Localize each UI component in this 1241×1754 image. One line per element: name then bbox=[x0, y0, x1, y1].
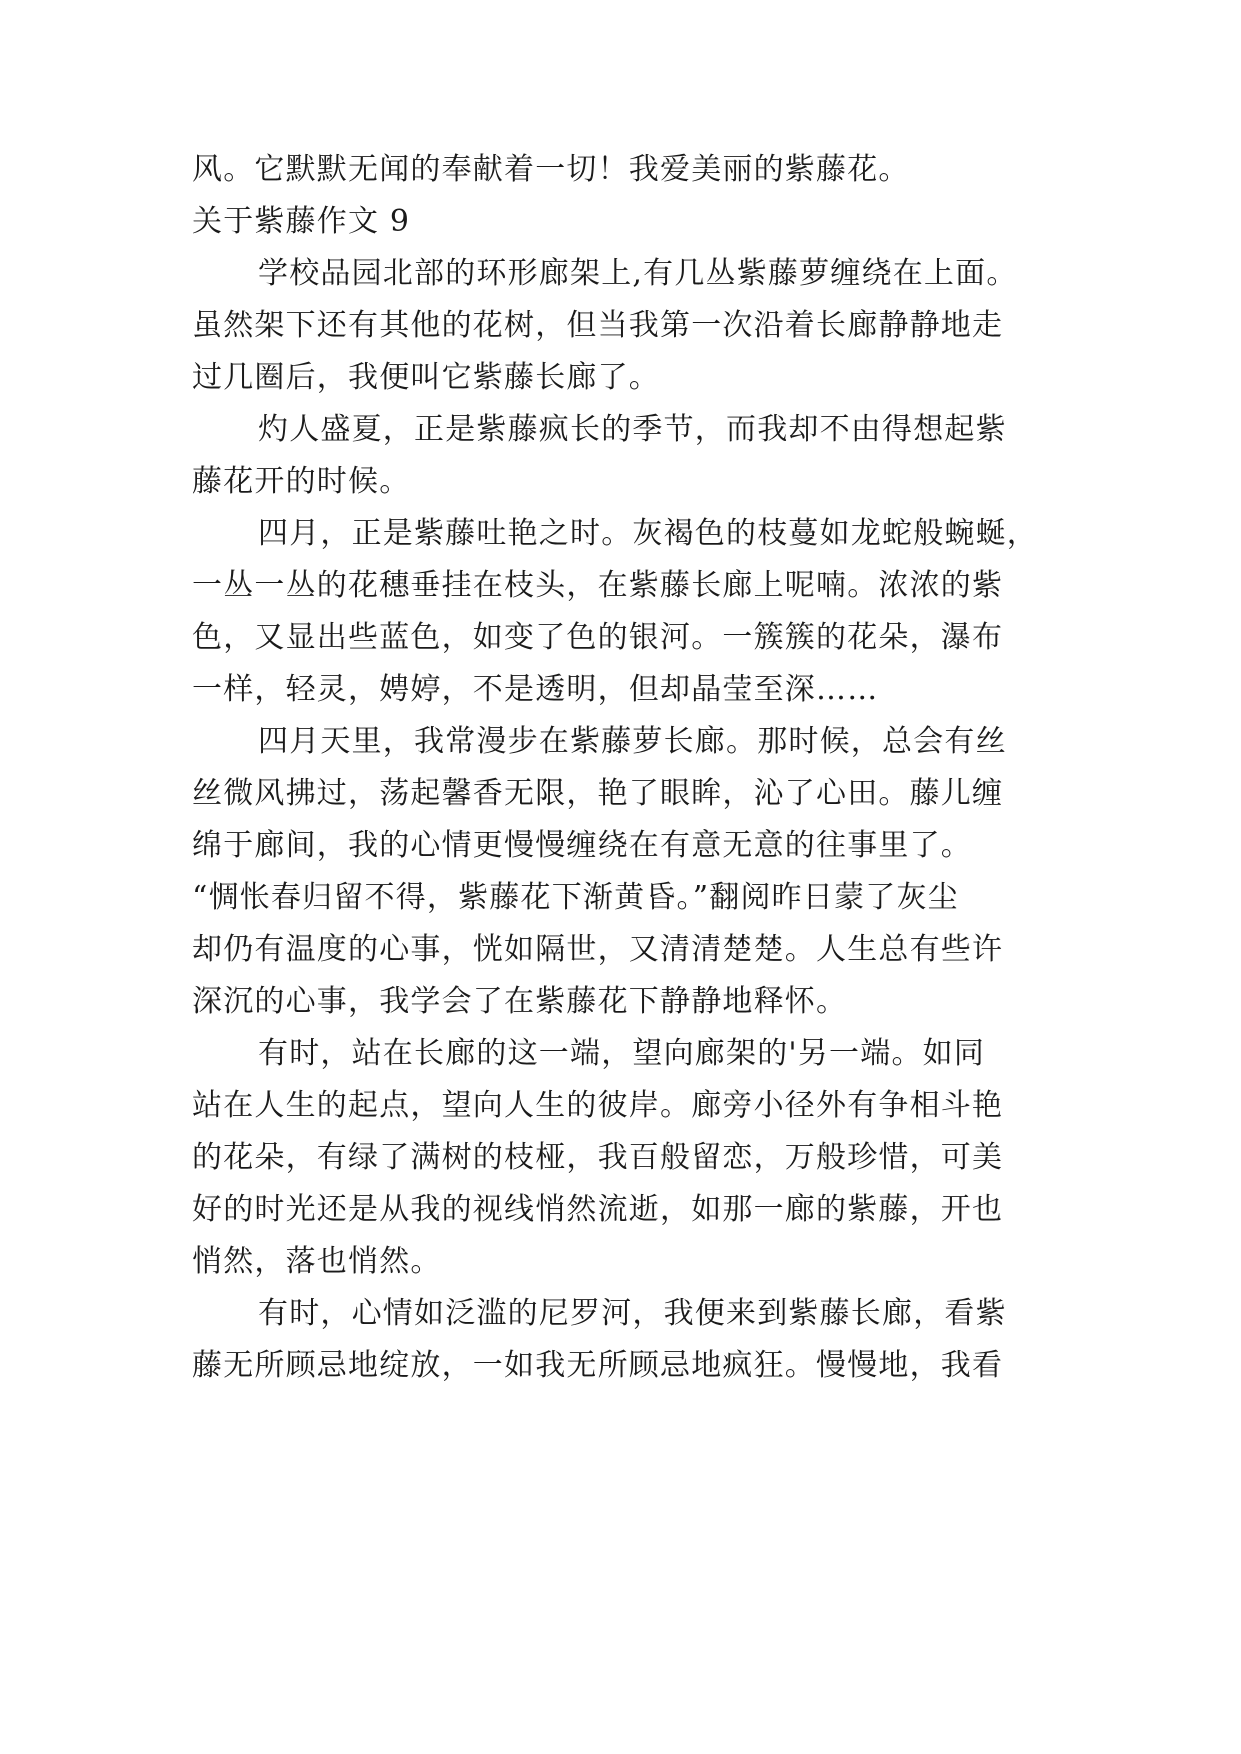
text-line: 却仍有温度的心事，恍如隔世，又清清楚楚。人生总有些许 bbox=[192, 932, 1004, 967]
text-line: 藤花开的时候。 bbox=[192, 464, 411, 499]
text-line: 色，又显出些蓝色，如变了色的银河。一簇簇的花朵，瀑布 bbox=[192, 620, 1004, 655]
text-line: 藤无所顾忌地绽放，一如我无所顾忌地疯狂。慢慢地，我看 bbox=[192, 1348, 1004, 1383]
text-line: 绵于廊间，我的心情更慢慢缠绕在有意无意的往事里了。 bbox=[192, 828, 972, 863]
text-line: 虽然架下还有其他的花树，但当我第一次沿着长廊静静地走 bbox=[192, 308, 1004, 343]
text-line: 一样，轻灵，娉婷，不是透明，但却晶莹至深…… bbox=[192, 672, 879, 707]
text-line: 有时，站在长廊的这一端，望向廊架的'另一端。如同 bbox=[258, 1036, 986, 1071]
text-line: “惆怅春归留不得，紫藤花下渐黄昏。”翻阅昨日蒙了灰尘 bbox=[192, 880, 959, 915]
text-line: 四月，正是紫藤吐艳之时。灰褐色的枝蔓如龙蛇般蜿蜒， bbox=[258, 516, 1038, 551]
text-line: 风。它默默无闻的奉献着一切！我爱美丽的紫藤花。 bbox=[192, 152, 910, 187]
text-line: 灼人盛夏，正是紫藤疯长的季节，而我却不由得想起紫 bbox=[258, 412, 1007, 447]
text-line: 的花朵，有绿了满树的枝桠，我百般留恋，万般珍惜，可美 bbox=[192, 1140, 1004, 1175]
text-line: 一丛一丛的花穗垂挂在枝头，在紫藤长廊上呢喃。浓浓的紫 bbox=[192, 568, 1004, 603]
text-line: 过几圈后，我便叫它紫藤长廊了。 bbox=[192, 360, 660, 395]
text-line: 四月天里，我常漫步在紫藤萝长廊。那时候，总会有丝 bbox=[258, 724, 1007, 759]
text-line: 有时，心情如泛滥的尼罗河，我便来到紫藤长廊，看紫 bbox=[258, 1296, 1007, 1331]
text-line: 好的时光还是从我的视线悄然流逝，如那一廊的紫藤，开也 bbox=[192, 1192, 1004, 1227]
text-line: 站在人生的起点，望向人生的彼岸。廊旁小径外有争相斗艳 bbox=[192, 1088, 1004, 1123]
text-line: 学校品园北部的环形廊架上,有几丛紫藤萝缠绕在上面。 bbox=[258, 256, 1018, 291]
text-line: 悄然，落也悄然。 bbox=[192, 1244, 442, 1279]
section-heading: 关于紫藤作文 9 bbox=[192, 204, 411, 239]
text-line: 深沉的心事，我学会了在紫藤花下静静地释怀。 bbox=[192, 984, 848, 1019]
text-line: 丝微风拂过，荡起馨香无限，艳了眼眸，沁了心田。藤儿缠 bbox=[192, 776, 1004, 811]
